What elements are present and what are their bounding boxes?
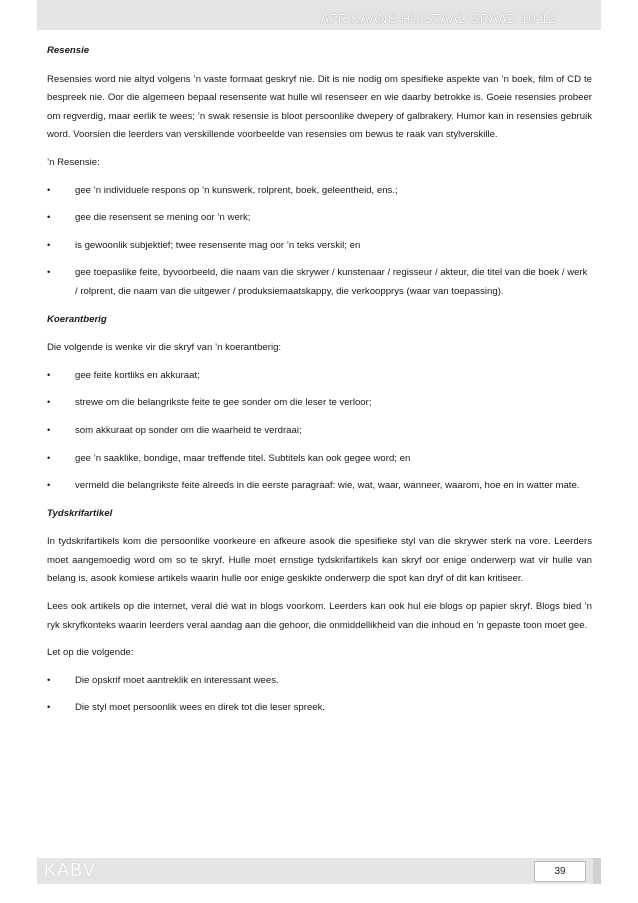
bullet-icon: •: [47, 452, 51, 464]
list-item: [47, 699, 592, 718]
footer-bar: [37, 858, 601, 884]
footer-logo: KABV: [44, 860, 97, 880]
list-item-text: vermeld die belangrikste feite alreeds in die eerste paragraaf: wie, wat, waar, wanneer, waarom, hoe en in watter mate.: [75, 480, 580, 492]
paragraph-koerantberig-lead: Die volgende is wenke vir die skryf van ’n koerantberig:: [47, 342, 282, 354]
bullet-icon: •: [47, 480, 51, 492]
list-item-text: strewe om die belangrikste feite te gee sonder om die leser te verloor;: [75, 397, 372, 409]
list-item: [47, 422, 592, 441]
paragraph-resensie-lead: ’n Resensie:: [47, 156, 100, 168]
bullet-icon: •: [47, 239, 51, 251]
list-item: [47, 477, 592, 496]
bullet-icon: •: [47, 397, 51, 409]
list-item: [47, 450, 592, 469]
bullet-icon: •: [47, 184, 51, 196]
list-item-text: gee feite kortliks en akkuraat;: [75, 369, 200, 381]
bullet-icon: •: [47, 369, 51, 381]
section-heading-resensie: Resensie: [47, 45, 90, 56]
page-content: [47, 42, 592, 727]
bullet-icon: •: [47, 702, 51, 714]
footer-edge-divider: [593, 858, 601, 884]
bullet-icon: •: [47, 424, 51, 436]
list-item: [47, 394, 592, 413]
list-item-text: gee ’n individuele respons op ’n kunswerk, rolprent, boek, geleentheid, ens.;: [75, 184, 398, 196]
section-heading-tydskrifartikel: Tydskrifartikel: [47, 507, 113, 519]
list-item-text: gee toepaslike feite, byvoorbeeld, die naam van die skrywer / kunstenaar / regisseur / akteur, die titel van die boek / werk / rolprent, die naam van die uitgewer / produksiemaatskappy, die verkoopprys (waar van toepassing).: [75, 267, 588, 297]
list-item-text: Die styl moet persoonlik wees en direk tot die leser spreek.: [75, 702, 326, 714]
list-item: [47, 182, 592, 201]
paragraph-tydskrifartikel-lead: Let op die volgende:: [47, 647, 134, 659]
list-item: [47, 237, 592, 256]
bullet-icon: •: [47, 674, 51, 686]
list-item: [47, 209, 592, 228]
list-item-text: is gewoonlik subjektief; twee resensente mag oor ’n teks verskil; en: [75, 239, 361, 251]
list-item: [47, 672, 592, 691]
page-number: 39: [534, 861, 586, 882]
list-item-text: gee die resensent se mening oor ’n werk;: [75, 212, 251, 224]
header-bar: [37, 0, 601, 30]
header-title: AFRIKAANS HUISTAAL GRAAD 10-12: [320, 12, 556, 26]
paragraph-resensie-intro: Resensies word nie altyd volgens ’n vaste formaat geskryf nie. Dit is nie nodig om spesifieke aspekte van ’n boek, film of CD te bespreek nie. Oor die algemeen bepaal resensente wat hulle wil resenseer en wie daarby betrokke is. Goeie resensies probeer om regverdig, maar eerlik te wees; ’n swak resensie is bloot persoonlike dwepery of galbrakery. Humor kan in resensies gebruik word. Voorsien die leerders van verskillende voorbeelde van resensies om bewus te raak van stylverskille.: [47, 73, 592, 141]
bullet-icon: •: [47, 212, 51, 224]
list-item-text: gee ’n saaklike, bondige, maar treffende titel. Subtitels kan ook gegee word; en: [75, 452, 411, 464]
list-item: [47, 367, 592, 386]
list-item-text: som akkuraat op sonder om die waarheid te verdraai;: [75, 424, 302, 436]
paragraph-tydskrifartikel-1: In tydskrifartikels kom die persoonlike voorkeure en afkeure asook die spesifieke styl van die skrywer sterk na vore. Leerders moet aangemoedig word om so te skryf. Hulle moet ernstige tydskrifartikels kan skryf oor enige onderwerp wat vir hulle van belang is, asook komiese artikels waarin hulle oor enige geskikte onderwerp die spot kan dryf of dit kan kritiseer.: [47, 536, 592, 585]
section-heading-koerantberig: Koerantberig: [47, 313, 107, 325]
list-item-text: Die opskrif moet aantreklik en interessant wees.: [75, 674, 279, 686]
list-item: [47, 264, 592, 301]
bullet-icon: •: [47, 267, 51, 279]
paragraph-tydskrifartikel-2: Lees ook artikels op die internet, veral dié wat in blogs voorkom. Leerders kan ook hul eie blogs op papier skryf. Blogs bied ’n ryk skryfkonteks waarin leerders veral aandag aan die gehoor, die onmiddellikheid van die inhoud en ’n gepaste toon moet gee.: [47, 601, 592, 631]
